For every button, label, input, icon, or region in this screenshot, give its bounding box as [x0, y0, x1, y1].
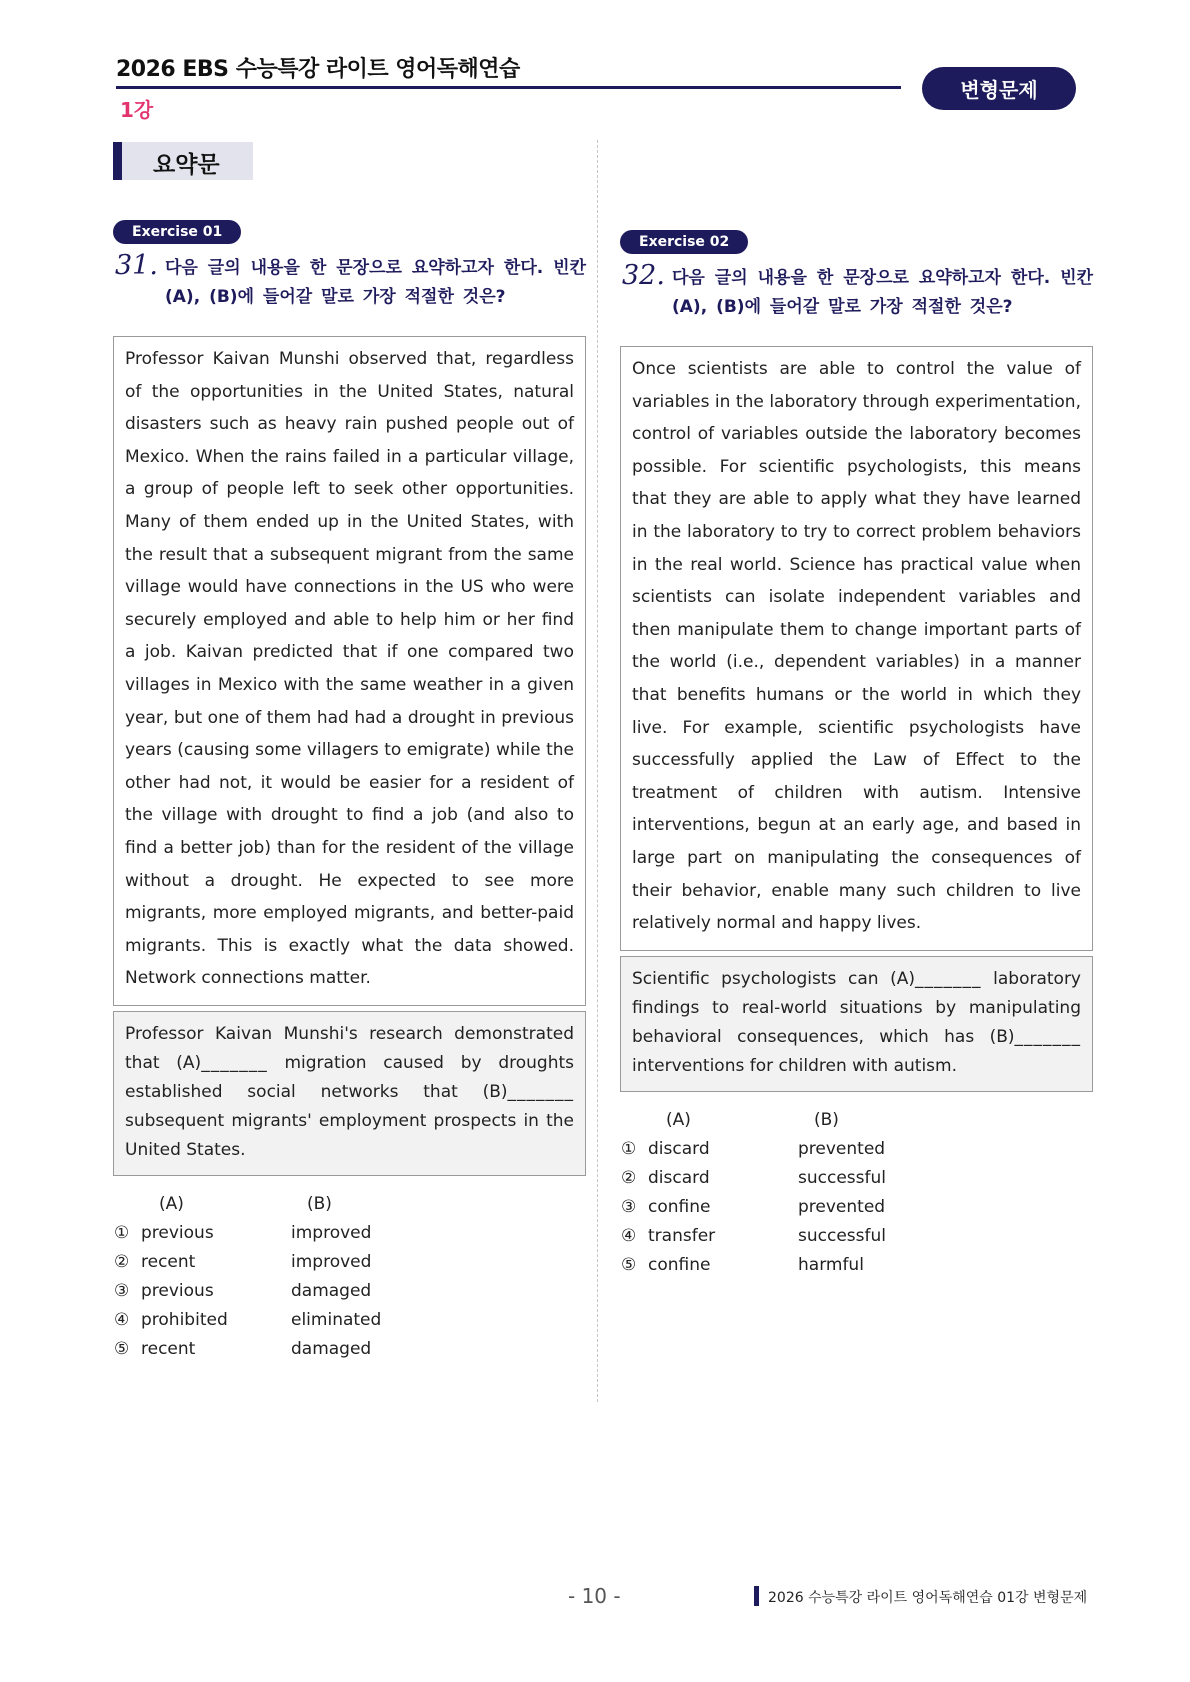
option-a: discard	[648, 1139, 710, 1160]
question-text: 다음 글의 내용을 한 문장으로 요약하고자 한다. 빈칸 (A), (B)에 들어갈 말로 가장 적절한 것은?	[672, 268, 1093, 317]
options-header-b: (B)	[814, 1110, 839, 1131]
passage-text: Once scientists are able to control the value of variables in the laboratory through experimentation, control of variables outside the laboratory becomes possible. For scientific psychologists, this means that they are able to apply what they have learned in the laboratory to try to correct problem behaviors in the real world. Science has practical value when scientists can isolate independent variables and then manipulate them to change important parts of the world (i.e., dependent variables) in a manner that benefits humans or the world in which they live. For example, scientific psychologists have successfully applied the Law of Effect to the treatment of children with autism. Intensive interventions, begun at an early age, and based in large part on manipulating the consequences of their behavior, enable many such children to live relatively normal and happy lives.	[632, 359, 1081, 934]
option-number: ⑤	[621, 1255, 637, 1276]
option-row[interactable]	[114, 1219, 381, 1248]
exercise-label: Exercise 01	[113, 220, 241, 244]
option-row[interactable]	[114, 1335, 381, 1364]
option-b: damaged	[291, 1339, 372, 1360]
option-row[interactable]	[621, 1164, 886, 1193]
options-header-row	[114, 1190, 381, 1219]
blank-a: _______	[915, 968, 982, 989]
option-b: harmful	[798, 1255, 864, 1276]
option-b: prevented	[798, 1139, 886, 1160]
option-a: recent	[141, 1252, 196, 1273]
question-prompt	[620, 260, 1093, 322]
option-number: ①	[114, 1223, 130, 1244]
blank-b: _______	[507, 1081, 574, 1102]
summary-part-3: interventions for children with autism.	[632, 1055, 957, 1076]
option-a: recent	[141, 1339, 196, 1360]
option-a: confine	[648, 1197, 711, 1218]
options-header-row	[621, 1106, 886, 1135]
summary-part-3: subsequent migrants' employment prospects in the United States.	[125, 1110, 574, 1160]
option-row[interactable]	[114, 1277, 381, 1306]
column-divider	[597, 140, 598, 1402]
section-accent	[113, 142, 122, 180]
blank-b: _______	[1014, 1026, 1081, 1047]
passage-text: Professor Kaivan Munshi observed that, regardless of the opportunities in the United States, natural disasters such as heavy rain pushed people out of Mexico. When the rains failed in a particular village, a group of people left to seek other opportunities. Many of them ended up in the United States, with the result that a subsequent migrant from the same village would have connections in the US who were securely employed and able to help him or her find a job. Kaivan predicted that if one compared two villages in Mexico with the same weather in a given year, but one of them had had a drought in previous years (causing some villagers to emigrate) while the other had not, it would be easier for a resident of the village with drought to find a job (and also to find a better job) than for the resident of the village without a drought. He expected to see more migrants, more employed migrants, and better-paid migrants. This is exactly what the data showed. Network connections matter.	[125, 349, 574, 989]
option-a: previous	[141, 1223, 214, 1244]
option-number: ④	[114, 1310, 130, 1331]
exercise-01	[113, 220, 586, 1364]
question-number: 32.	[622, 260, 665, 291]
document-title: 2026 EBS 수능특강 라이트 영어독해연습	[116, 57, 520, 82]
question-text: 다음 글의 내용을 한 문장으로 요약하고자 한다. 빈칸 (A), (B)에 들어갈 말로 가장 적절한 것은?	[165, 258, 586, 307]
lesson-label: 1강	[120, 98, 154, 122]
summary-part-1: Scientific psychologists can (A)	[632, 968, 916, 989]
answer-options	[621, 1106, 886, 1280]
header-rule	[116, 86, 901, 89]
option-b: eliminated	[291, 1310, 382, 1331]
exercise-label: Exercise 02	[620, 230, 748, 254]
exercise-02	[620, 230, 1093, 1280]
option-number: ①	[621, 1139, 637, 1160]
option-a: confine	[648, 1255, 711, 1276]
summary-part-1: Professor Kaivan Munshi's research demonstrated that (A)	[125, 1023, 574, 1073]
option-a: discard	[648, 1168, 710, 1189]
question-prompt	[113, 250, 586, 312]
option-row[interactable]	[621, 1135, 886, 1164]
summary-box	[620, 956, 1093, 1092]
option-b: successful	[798, 1226, 886, 1247]
option-row[interactable]	[621, 1193, 886, 1222]
passage-box	[113, 336, 586, 1006]
section-title: 요약문	[153, 152, 220, 178]
option-row[interactable]	[114, 1306, 381, 1335]
option-b: damaged	[291, 1281, 372, 1302]
blank-a: _______	[201, 1052, 268, 1073]
option-row[interactable]	[621, 1222, 886, 1251]
option-number: ②	[114, 1252, 130, 1273]
option-b: improved	[291, 1223, 372, 1244]
question-number: 31.	[115, 250, 158, 281]
option-number: ③	[621, 1197, 637, 1218]
section-heading	[113, 142, 253, 180]
option-number: ④	[621, 1226, 637, 1247]
option-number: ⑤	[114, 1339, 130, 1360]
options-header-a: (A)	[666, 1110, 691, 1131]
option-a: transfer	[648, 1226, 716, 1247]
footer-text: 2026 수능특강 라이트 영어독해연습 01강 변형문제	[768, 1590, 1088, 1606]
summary-box	[113, 1011, 586, 1176]
passage-box	[620, 346, 1093, 951]
option-b: prevented	[798, 1197, 886, 1218]
page-number: - 10 -	[568, 1584, 621, 1608]
options-header-b: (B)	[307, 1194, 332, 1215]
option-number: ③	[114, 1281, 130, 1302]
options-header-a: (A)	[159, 1194, 184, 1215]
option-row[interactable]	[114, 1248, 381, 1277]
answer-options	[114, 1190, 381, 1364]
summary-part-2: migration caused by droughts established social networks that (B)	[125, 1052, 575, 1102]
option-b: improved	[291, 1252, 372, 1273]
option-b: successful	[798, 1168, 886, 1189]
variant-badge: 변형문제	[922, 67, 1076, 110]
option-a: prohibited	[141, 1310, 228, 1331]
option-row[interactable]	[621, 1251, 886, 1280]
footer-accent	[754, 1586, 759, 1606]
summary-part-2: laboratory findings to real-world situations by manipulating behavioral consequences, which has (B)	[632, 968, 1081, 1047]
option-a: previous	[141, 1281, 214, 1302]
option-number: ②	[621, 1168, 637, 1189]
